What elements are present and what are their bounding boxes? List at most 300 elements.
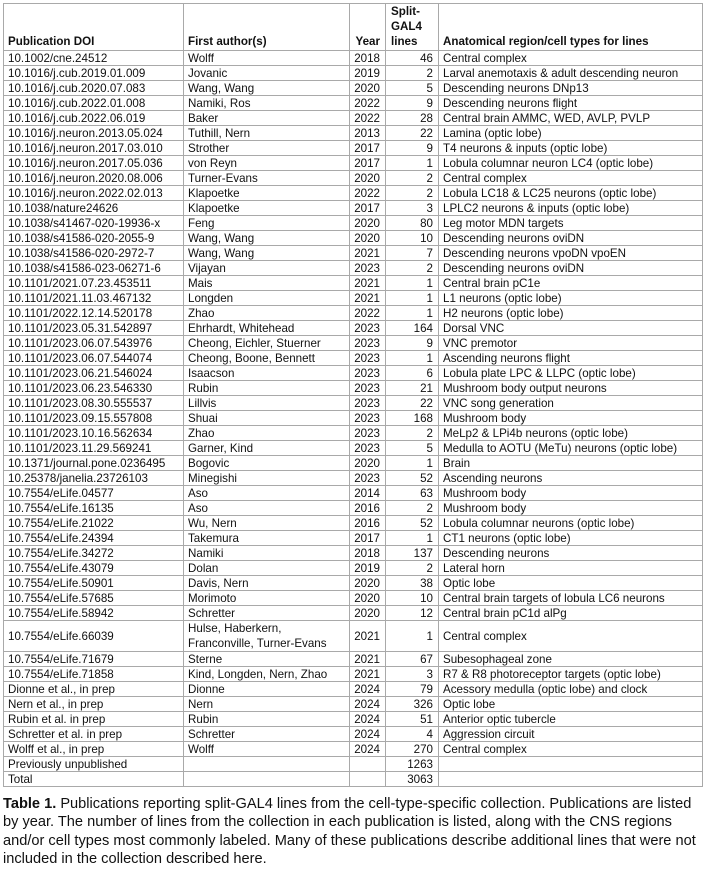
cell-doi: 10.7554/eLife.04577 [4, 486, 184, 501]
cell-year: 2016 [350, 516, 386, 531]
cell-anatomy: Central brain AMMC, WED, AVLP, PVLP [439, 111, 703, 126]
cell-anatomy: Lobula columnar neurons (optic lobe) [439, 516, 703, 531]
cell-authors: Vijayan [184, 261, 350, 276]
table-row [4, 306, 703, 321]
cell-year [350, 757, 386, 772]
cell-year: 2021 [350, 652, 386, 667]
cell-lines: 9 [386, 141, 439, 156]
cell-anatomy: Lateral horn [439, 561, 703, 576]
table-row [4, 141, 703, 156]
cell-anatomy: Central complex [439, 742, 703, 757]
table-row [4, 606, 703, 621]
cell-lines: 2 [386, 171, 439, 186]
cell-authors: Wu, Nern [184, 516, 350, 531]
cell-doi: 10.1101/2023.08.30.555537 [4, 396, 184, 411]
cell-anatomy: H2 neurons (optic lobe) [439, 306, 703, 321]
cell-authors: Wang, Wang [184, 231, 350, 246]
header-year: Year [350, 4, 386, 51]
cell-lines: 10 [386, 231, 439, 246]
cell-lines: 1 [386, 531, 439, 546]
cell-doi: Dionne et al., in prep [4, 682, 184, 697]
cell-doi: 10.1101/2023.11.29.569241 [4, 441, 184, 456]
cell-year: 2022 [350, 111, 386, 126]
cell-authors [184, 757, 350, 772]
cell-authors: Schretter [184, 606, 350, 621]
cell-lines: 3 [386, 667, 439, 682]
table-row [4, 712, 703, 727]
table-row [4, 261, 703, 276]
table-row [4, 471, 703, 486]
cell-year: 2017 [350, 156, 386, 171]
cell-year: 2020 [350, 216, 386, 231]
header-lines [386, 4, 439, 51]
cell-authors: Feng [184, 216, 350, 231]
table-row [4, 501, 703, 516]
cell-doi: Wolff et al., in prep [4, 742, 184, 757]
cell-anatomy: Ascending neurons flight [439, 351, 703, 366]
cell-doi: 10.1016/j.cub.2022.01.008 [4, 96, 184, 111]
cell-doi: 10.7554/eLife.34272 [4, 546, 184, 561]
cell-lines: 80 [386, 216, 439, 231]
cell-authors: Garner, Kind [184, 441, 350, 456]
cell-lines: 79 [386, 682, 439, 697]
table-row [4, 276, 703, 291]
cell-doi: 10.1101/2023.05.31.542897 [4, 321, 184, 336]
cell-year: 2023 [350, 321, 386, 336]
cell-lines: 3063 [386, 772, 439, 787]
header-lines-part-2: GAL4 [391, 20, 422, 33]
cell-year: 2023 [350, 261, 386, 276]
table-row [4, 351, 703, 366]
cell-year: 2020 [350, 606, 386, 621]
header-lines-part-3: lines [391, 35, 418, 48]
cell-authors: Rubin [184, 712, 350, 727]
cell-anatomy: Descending neurons [439, 546, 703, 561]
cell-lines: 67 [386, 652, 439, 667]
cell-doi: 10.7554/eLife.16135 [4, 501, 184, 516]
cell-year: 2017 [350, 531, 386, 546]
cell-year: 2023 [350, 471, 386, 486]
cell-authors: Klapoetke [184, 201, 350, 216]
cell-year: 2023 [350, 441, 386, 456]
cell-authors: Dolan [184, 561, 350, 576]
header-doi: Publication DOI [4, 4, 184, 51]
cell-year: 2023 [350, 351, 386, 366]
cell-doi: 10.1101/2023.06.07.544074 [4, 351, 184, 366]
cell-doi: 10.1101/2023.06.21.546024 [4, 366, 184, 381]
cell-doi: 10.7554/eLife.57685 [4, 591, 184, 606]
cell-lines: 52 [386, 516, 439, 531]
cell-lines: 7 [386, 246, 439, 261]
cell-authors: Aso [184, 486, 350, 501]
cell-lines: 2 [386, 501, 439, 516]
cell-year: 2018 [350, 546, 386, 561]
header-anatomy: Anatomical region/cell types for lines [439, 4, 703, 51]
cell-anatomy: Central complex [439, 171, 703, 186]
cell-year: 2018 [350, 51, 386, 66]
cell-lines: 9 [386, 336, 439, 351]
table-row [4, 456, 703, 471]
cell-lines: 28 [386, 111, 439, 126]
cell-year: 2017 [350, 141, 386, 156]
cell-anatomy: Medulla to AOTU (MeTu) neurons (optic lobe) [439, 441, 703, 456]
cell-authors: Ehrhardt, Whitehead [184, 321, 350, 336]
cell-doi: 10.7554/eLife.71679 [4, 652, 184, 667]
cell-anatomy: Larval anemotaxis & adult descending neuron [439, 66, 703, 81]
table-row [4, 682, 703, 697]
publications-table [3, 3, 703, 787]
cell-authors: Schretter [184, 727, 350, 742]
cell-year: 2020 [350, 81, 386, 96]
table-row [4, 426, 703, 441]
table-row [4, 201, 703, 216]
table-row [4, 516, 703, 531]
cell-anatomy: Central brain pC1d alPg [439, 606, 703, 621]
table-row [4, 561, 703, 576]
cell-lines: 1 [386, 351, 439, 366]
cell-year: 2020 [350, 591, 386, 606]
cell-authors: Wolff [184, 51, 350, 66]
cell-lines: 46 [386, 51, 439, 66]
cell-year: 2014 [350, 486, 386, 501]
cell-authors: Namiki [184, 546, 350, 561]
cell-anatomy: Descending neurons flight [439, 96, 703, 111]
cell-anatomy: Optic lobe [439, 697, 703, 712]
cell-anatomy: Anterior optic tubercle [439, 712, 703, 727]
cell-lines: 1 [386, 156, 439, 171]
cell-anatomy: Lamina (optic lobe) [439, 126, 703, 141]
cell-anatomy: Mushroom body [439, 501, 703, 516]
cell-year: 2019 [350, 66, 386, 81]
cell-lines: 2 [386, 186, 439, 201]
cell-authors: Zhao [184, 426, 350, 441]
cell-authors: Sterne [184, 652, 350, 667]
cell-year: 2021 [350, 276, 386, 291]
cell-lines: 3 [386, 201, 439, 216]
document [3, 3, 702, 787]
header-lines-part-1: Split- [391, 5, 420, 18]
cell-lines: 21 [386, 381, 439, 396]
cell-authors: Dionne [184, 682, 350, 697]
cell-authors: Jovanic [184, 66, 350, 81]
table-row [4, 772, 703, 787]
table-row [4, 531, 703, 546]
cell-authors: Lillvis [184, 396, 350, 411]
cell-anatomy: VNC premotor [439, 336, 703, 351]
cell-authors: Wang, Wang [184, 81, 350, 96]
cell-anatomy: CT1 neurons (optic lobe) [439, 531, 703, 546]
table-row [4, 757, 703, 772]
cell-doi: 10.1038/s41467-020-19936-x [4, 216, 184, 231]
cell-anatomy: MeLp2 & LPi4b neurons (optic lobe) [439, 426, 703, 441]
table-row [4, 81, 703, 96]
table-row [4, 546, 703, 561]
cell-doi: Nern et al., in prep [4, 697, 184, 712]
cell-lines: 2 [386, 426, 439, 441]
cell-anatomy: Central complex [439, 51, 703, 66]
table-caption [3, 795, 703, 868]
table-row [4, 336, 703, 351]
table-row [4, 246, 703, 261]
cell-doi: 10.1101/2023.06.23.546330 [4, 381, 184, 396]
cell-anatomy: R7 & R8 photoreceptor targets (optic lobe) [439, 667, 703, 682]
cell-authors: von Reyn [184, 156, 350, 171]
cell-doi: Previously unpublished [4, 757, 184, 772]
table-row [4, 441, 703, 456]
table-row [4, 111, 703, 126]
cell-anatomy: VNC song generation [439, 396, 703, 411]
cell-authors: Kind, Longden, Nern, Zhao [184, 667, 350, 682]
cell-authors: Longden [184, 291, 350, 306]
table-row [4, 591, 703, 606]
cell-authors: Namiki, Ros [184, 96, 350, 111]
cell-authors: Zhao [184, 306, 350, 321]
cell-year: 2024 [350, 712, 386, 727]
cell-doi: 10.1101/2021.07.23.453511 [4, 276, 184, 291]
cell-authors [184, 772, 350, 787]
cell-authors: Nern [184, 697, 350, 712]
cell-authors: Davis, Nern [184, 576, 350, 591]
cell-anatomy: Aggression circuit [439, 727, 703, 742]
cell-doi: 10.1101/2022.12.14.520178 [4, 306, 184, 321]
cell-anatomy: Descending neurons DNp13 [439, 81, 703, 96]
cell-authors: Aso [184, 501, 350, 516]
cell-year: 2023 [350, 396, 386, 411]
cell-anatomy: Subesophageal zone [439, 652, 703, 667]
cell-anatomy: Descending neurons oviDN [439, 261, 703, 276]
table-row [4, 576, 703, 591]
table-row [4, 171, 703, 186]
cell-year: 2021 [350, 667, 386, 682]
cell-doi: 10.1038/s41586-020-2055-9 [4, 231, 184, 246]
cell-doi: Schretter et al. in prep [4, 727, 184, 742]
cell-year: 2023 [350, 336, 386, 351]
header-authors: First author(s) [184, 4, 350, 51]
cell-authors: Wolff [184, 742, 350, 757]
cell-doi: 10.7554/eLife.71858 [4, 667, 184, 682]
cell-lines: 22 [386, 396, 439, 411]
cell-anatomy: Optic lobe [439, 576, 703, 591]
cell-lines: 22 [386, 126, 439, 141]
cell-authors: Strother [184, 141, 350, 156]
cell-lines: 1 [386, 306, 439, 321]
cell-lines: 51 [386, 712, 439, 727]
cell-year: 2024 [350, 697, 386, 712]
table-row [4, 186, 703, 201]
cell-year: 2024 [350, 682, 386, 697]
cell-lines: 6 [386, 366, 439, 381]
cell-authors: Cheong, Eichler, Stuerner [184, 336, 350, 351]
cell-doi: 10.1016/j.neuron.2013.05.024 [4, 126, 184, 141]
cell-lines: 168 [386, 411, 439, 426]
cell-doi: 10.7554/eLife.50901 [4, 576, 184, 591]
cell-year: 2019 [350, 561, 386, 576]
table-row [4, 96, 703, 111]
cell-doi: 10.1016/j.neuron.2020.08.006 [4, 171, 184, 186]
cell-anatomy: Mushroom body [439, 411, 703, 426]
table-row [4, 486, 703, 501]
cell-lines: 63 [386, 486, 439, 501]
cell-year: 2022 [350, 186, 386, 201]
cell-anatomy: Central brain targets of lobula LC6 neurons [439, 591, 703, 606]
cell-year: 2024 [350, 727, 386, 742]
cell-year: 2023 [350, 366, 386, 381]
cell-lines: 12 [386, 606, 439, 621]
cell-anatomy [439, 772, 703, 787]
cell-lines: 4 [386, 727, 439, 742]
cell-year: 2021 [350, 621, 386, 652]
cell-anatomy: Mushroom body [439, 486, 703, 501]
table-row [4, 621, 703, 652]
table-row [4, 366, 703, 381]
cell-year: 2024 [350, 742, 386, 757]
cell-doi: 10.1016/j.cub.2020.07.083 [4, 81, 184, 96]
cell-doi: 10.7554/eLife.43079 [4, 561, 184, 576]
cell-anatomy [439, 757, 703, 772]
cell-year: 2022 [350, 96, 386, 111]
table-row [4, 396, 703, 411]
cell-lines: 326 [386, 697, 439, 712]
cell-anatomy: Mushroom body output neurons [439, 381, 703, 396]
cell-anatomy: Dorsal VNC [439, 321, 703, 336]
cell-anatomy: LPLC2 neurons & inputs (optic lobe) [439, 201, 703, 216]
cell-anatomy: Central complex [439, 621, 703, 652]
cell-year: 2023 [350, 381, 386, 396]
table-row [4, 411, 703, 426]
cell-authors: Cheong, Boone, Bennett [184, 351, 350, 366]
table-row [4, 321, 703, 336]
cell-lines: 38 [386, 576, 439, 591]
cell-authors: Morimoto [184, 591, 350, 606]
cell-lines: 2 [386, 66, 439, 81]
table-row [4, 381, 703, 396]
table-row [4, 742, 703, 757]
cell-doi: Total [4, 772, 184, 787]
cell-doi: 10.25378/janelia.23726103 [4, 471, 184, 486]
cell-anatomy: Lobula plate LPC & LLPC (optic lobe) [439, 366, 703, 381]
cell-doi: 10.1038/s41586-023-06271-6 [4, 261, 184, 276]
cell-anatomy: Lobula LC18 & LC25 neurons (optic lobe) [439, 186, 703, 201]
table-body [4, 51, 703, 787]
cell-doi: Rubin et al. in prep [4, 712, 184, 727]
cell-authors: Turner-Evans [184, 171, 350, 186]
table-row [4, 727, 703, 742]
cell-anatomy: Descending neurons oviDN [439, 231, 703, 246]
cell-year: 2023 [350, 411, 386, 426]
cell-lines: 1263 [386, 757, 439, 772]
cell-doi: 10.1016/j.cub.2022.06.019 [4, 111, 184, 126]
cell-authors: Klapoetke [184, 186, 350, 201]
cell-anatomy: Leg motor MDN targets [439, 216, 703, 231]
table-row [4, 697, 703, 712]
cell-doi: 10.1101/2021.11.03.467132 [4, 291, 184, 306]
cell-doi: 10.1016/j.neuron.2017.03.010 [4, 141, 184, 156]
cell-authors: Shuai [184, 411, 350, 426]
cell-doi: 10.7554/eLife.24394 [4, 531, 184, 546]
cell-doi: 10.7554/eLife.21022 [4, 516, 184, 531]
cell-year: 2016 [350, 501, 386, 516]
cell-year: 2020 [350, 456, 386, 471]
table-row [4, 126, 703, 141]
table-row [4, 652, 703, 667]
cell-doi: 10.1101/2023.09.15.557808 [4, 411, 184, 426]
cell-anatomy: Central brain pC1e [439, 276, 703, 291]
cell-doi: 10.1016/j.cub.2019.01.009 [4, 66, 184, 81]
cell-lines: 10 [386, 591, 439, 606]
cell-lines: 2 [386, 561, 439, 576]
cell-year: 2023 [350, 426, 386, 441]
cell-lines: 270 [386, 742, 439, 757]
cell-anatomy: Brain [439, 456, 703, 471]
cell-lines: 52 [386, 471, 439, 486]
table-row [4, 216, 703, 231]
caption-label: Table 1. [3, 796, 57, 812]
cell-authors: Hulse, Haberkern, Franconville, Turner-Evans [184, 621, 350, 652]
cell-doi: 10.1038/s41586-020-2972-7 [4, 246, 184, 261]
cell-doi: 10.1038/nature24626 [4, 201, 184, 216]
cell-anatomy: Lobula columnar neuron LC4 (optic lobe) [439, 156, 703, 171]
cell-authors: Bogovic [184, 456, 350, 471]
cell-year: 2022 [350, 306, 386, 321]
cell-year [350, 772, 386, 787]
cell-authors: Rubin [184, 381, 350, 396]
table-row [4, 291, 703, 306]
cell-year: 2017 [350, 201, 386, 216]
cell-lines: 164 [386, 321, 439, 336]
cell-doi: 10.1002/cne.24512 [4, 51, 184, 66]
cell-lines: 1 [386, 291, 439, 306]
table-row [4, 156, 703, 171]
cell-lines: 1 [386, 456, 439, 471]
cell-lines: 1 [386, 621, 439, 652]
cell-lines: 2 [386, 261, 439, 276]
cell-year: 2020 [350, 576, 386, 591]
table-row [4, 667, 703, 682]
caption-text: Publications reporting split-GAL4 lines from the cell-type-specific collection. Publications are listed by year. The number of lines from the collection in each publication is listed, along with the CNS regions and/or cell types most commonly labeled. Many of these publications describe additional lines that were not included in the collection described here. [3, 796, 696, 867]
cell-lines: 1 [386, 276, 439, 291]
cell-anatomy: Descending neurons vpoDN vpoEN [439, 246, 703, 261]
cell-anatomy: L1 neurons (optic lobe) [439, 291, 703, 306]
cell-anatomy: Ascending neurons [439, 471, 703, 486]
cell-doi: 10.1101/2023.10.16.562634 [4, 426, 184, 441]
cell-doi: 10.7554/eLife.58942 [4, 606, 184, 621]
table-row [4, 66, 703, 81]
cell-authors: Tuthill, Nern [184, 126, 350, 141]
cell-authors: Isaacson [184, 366, 350, 381]
cell-year: 2013 [350, 126, 386, 141]
cell-year: 2020 [350, 231, 386, 246]
cell-anatomy: T4 neurons & inputs (optic lobe) [439, 141, 703, 156]
cell-lines: 5 [386, 441, 439, 456]
cell-authors: Minegishi [184, 471, 350, 486]
cell-doi: 10.1016/j.neuron.2022.02.013 [4, 186, 184, 201]
cell-year: 2020 [350, 171, 386, 186]
cell-authors: Wang, Wang [184, 246, 350, 261]
cell-doi: 10.7554/eLife.66039 [4, 621, 184, 652]
cell-lines: 5 [386, 81, 439, 96]
cell-authors: Takemura [184, 531, 350, 546]
cell-year: 2021 [350, 291, 386, 306]
cell-lines: 137 [386, 546, 439, 561]
table-row [4, 51, 703, 66]
cell-lines: 9 [386, 96, 439, 111]
table-row [4, 231, 703, 246]
cell-doi: 10.1101/2023.06.07.543976 [4, 336, 184, 351]
cell-anatomy: Acessory medulla (optic lobe) and clock [439, 682, 703, 697]
cell-authors: Baker [184, 111, 350, 126]
table-header-row [4, 4, 703, 51]
cell-authors: Mais [184, 276, 350, 291]
